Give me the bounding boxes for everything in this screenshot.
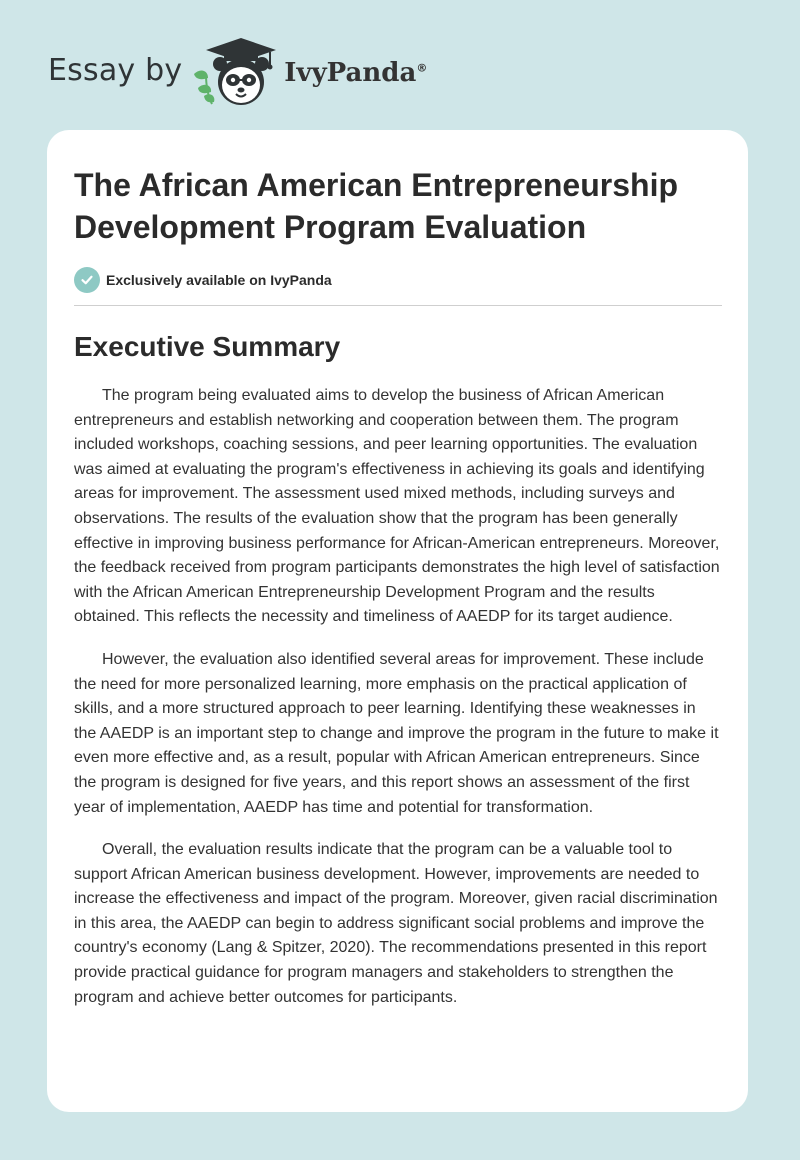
logo-prefix-text: Essay by	[48, 52, 183, 88]
registered-mark: ®	[416, 61, 428, 75]
paragraph: Overall, the evaluation results indicate that the program can be a valuable tool to support African American business development. However, improvements are needed to increase the effectiveness and impact of the program. Moreover, given racial discrimination in this area, the AAEDP can begin to address significant social problems and improve the country's economy (Lang & Spitzer, 2020). The recommendations presented in this report provide practical guidance for program managers and stakeholders to strengthen the program and achieve better outcomes for participants.	[74, 841, 718, 1006]
paragraph: The program being evaluated aims to develop the business of African American entrepreneurs and establish networking and cooperation between them. The program included workshops, coaching sessions, and peer learning opportunities. The evaluation was aimed at evaluating the program's effectiveness in achieving its goals and identifying areas for improvement. The assessment used mixed methods, including surveys and observations. The results of the evaluation show that the program has been generally effective in improving business performance for African-American entrepreneurs. Moreover, the feedback received from program participants demonstrates the high level of satisfaction with the African American Entrepreneurship Development Program and the results obtained. This reflects the necessity and timeliness of AAEDP for its target audience.	[74, 387, 720, 626]
essay-card	[47, 130, 748, 1112]
check-icon	[74, 267, 100, 293]
paragraph: However, the evaluation also identified several areas for improvement. These include the need for more personalized learning, more emphasis on the practical application of skills, and a more structured approach to peer learning. Identifying these weaknesses in the AAEDP is an important step to change and improve the program in the future to make it even more effective and, as a result, popular with African American entrepreneurs. Since the program is designed for five years, and this report shows an assessment of the first year of implementation, AAEDP has time and potential for transformation.	[74, 650, 719, 816]
panda-graduate-icon	[190, 34, 282, 110]
essay-title: The African American Entrepreneurship Development Program Evaluation	[74, 167, 678, 245]
title-divider	[74, 305, 722, 306]
section-title: Executive Summary	[74, 331, 341, 362]
exclusive-badge-text: Exclusively available on IvyPanda	[106, 272, 332, 288]
site-logo[interactable]	[48, 34, 427, 110]
exclusive-badge	[74, 267, 722, 293]
logo-brand-text: IvyPanda®	[284, 58, 428, 88]
